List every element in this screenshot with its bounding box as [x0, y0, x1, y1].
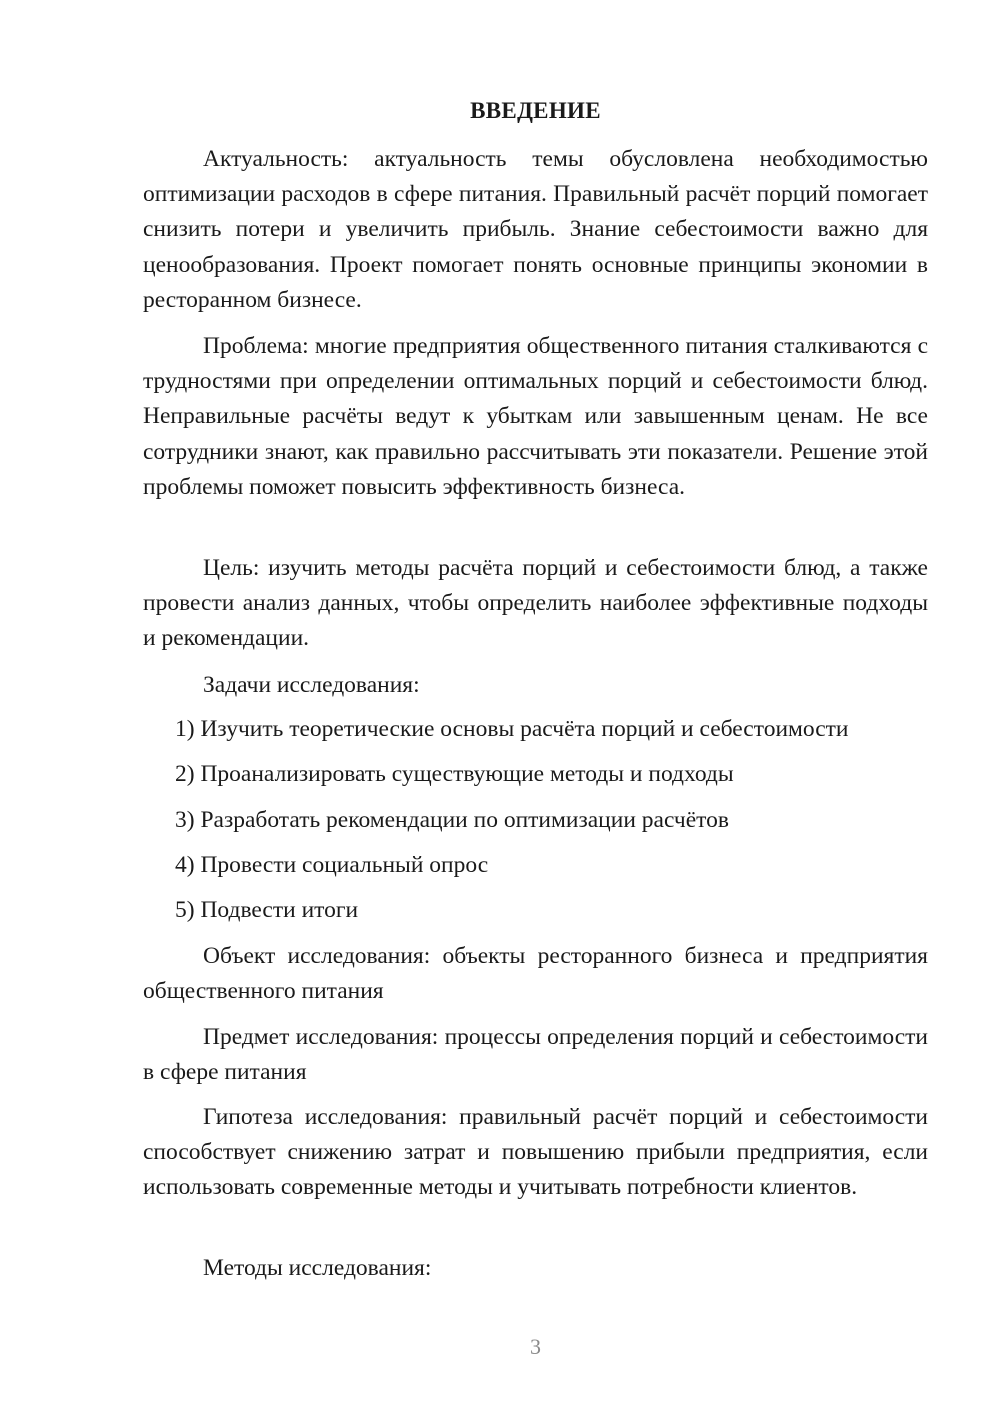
task-item-4: 4) Провести социальный опрос	[175, 852, 489, 878]
task-item-3: 3) Разработать рекомендации по оптимизации расчётов	[175, 807, 729, 833]
object-paragraph: Объект исследования: объекты ресторанного бизнеса и предприятия общественного питания	[143, 943, 928, 1005]
methods-heading: Методы исследования:	[203, 1255, 432, 1281]
problem-paragraph: Проблема: многие предприятия общественного питания сталкиваются с трудностями при определении оптимальных порций и себестоимости блюд. Неправильные расчёты ведут к убыткам или завышенным ценам. Не все сотрудники знают, как правильно рассчитывать эти показатели. Решение этой проблемы поможет повысить эффективность бизнеса.	[143, 333, 928, 500]
subject-paragraph: Предмет исследования: процессы определения порций и себестоимости в сфере питания	[143, 1024, 928, 1086]
page-number: 3	[530, 1334, 541, 1359]
relevance-paragraph: Актуальность: актуальность темы обусловлена необходимостью оптимизации расходов в сфере питания. Правильный расчёт порций помогает снизить потери и увеличить прибыль. Знание себестоимости важно для ценообразования. Проект помогает понять основные принципы экономии в ресторанном бизнесе.	[143, 146, 928, 313]
document-page	[143, 0, 928, 1414]
task-item-1: 1) Изучить теоретические основы расчёта порций и себестоимости	[175, 716, 849, 742]
task-item-5: 5) Подвести итоги	[175, 897, 359, 923]
tasks-heading: Задачи исследования:	[203, 672, 420, 698]
goal-paragraph: Цель: изучить методы расчёта порций и себестоимости блюд, а также провести анализ данных, чтобы определить наиболее эффективные подходы и рекомендации.	[143, 555, 928, 652]
hypothesis-paragraph: Гипотеза исследования: правильный расчёт порций и себестоимости способствует снижению затрат и повышению прибыли предприятия, если использовать современные методы и учитывать потребности клиентов.	[143, 1104, 928, 1201]
task-item-2: 2) Проанализировать существующие методы и подходы	[175, 761, 734, 787]
page-title: ВВЕДЕНИЕ	[470, 98, 601, 123]
